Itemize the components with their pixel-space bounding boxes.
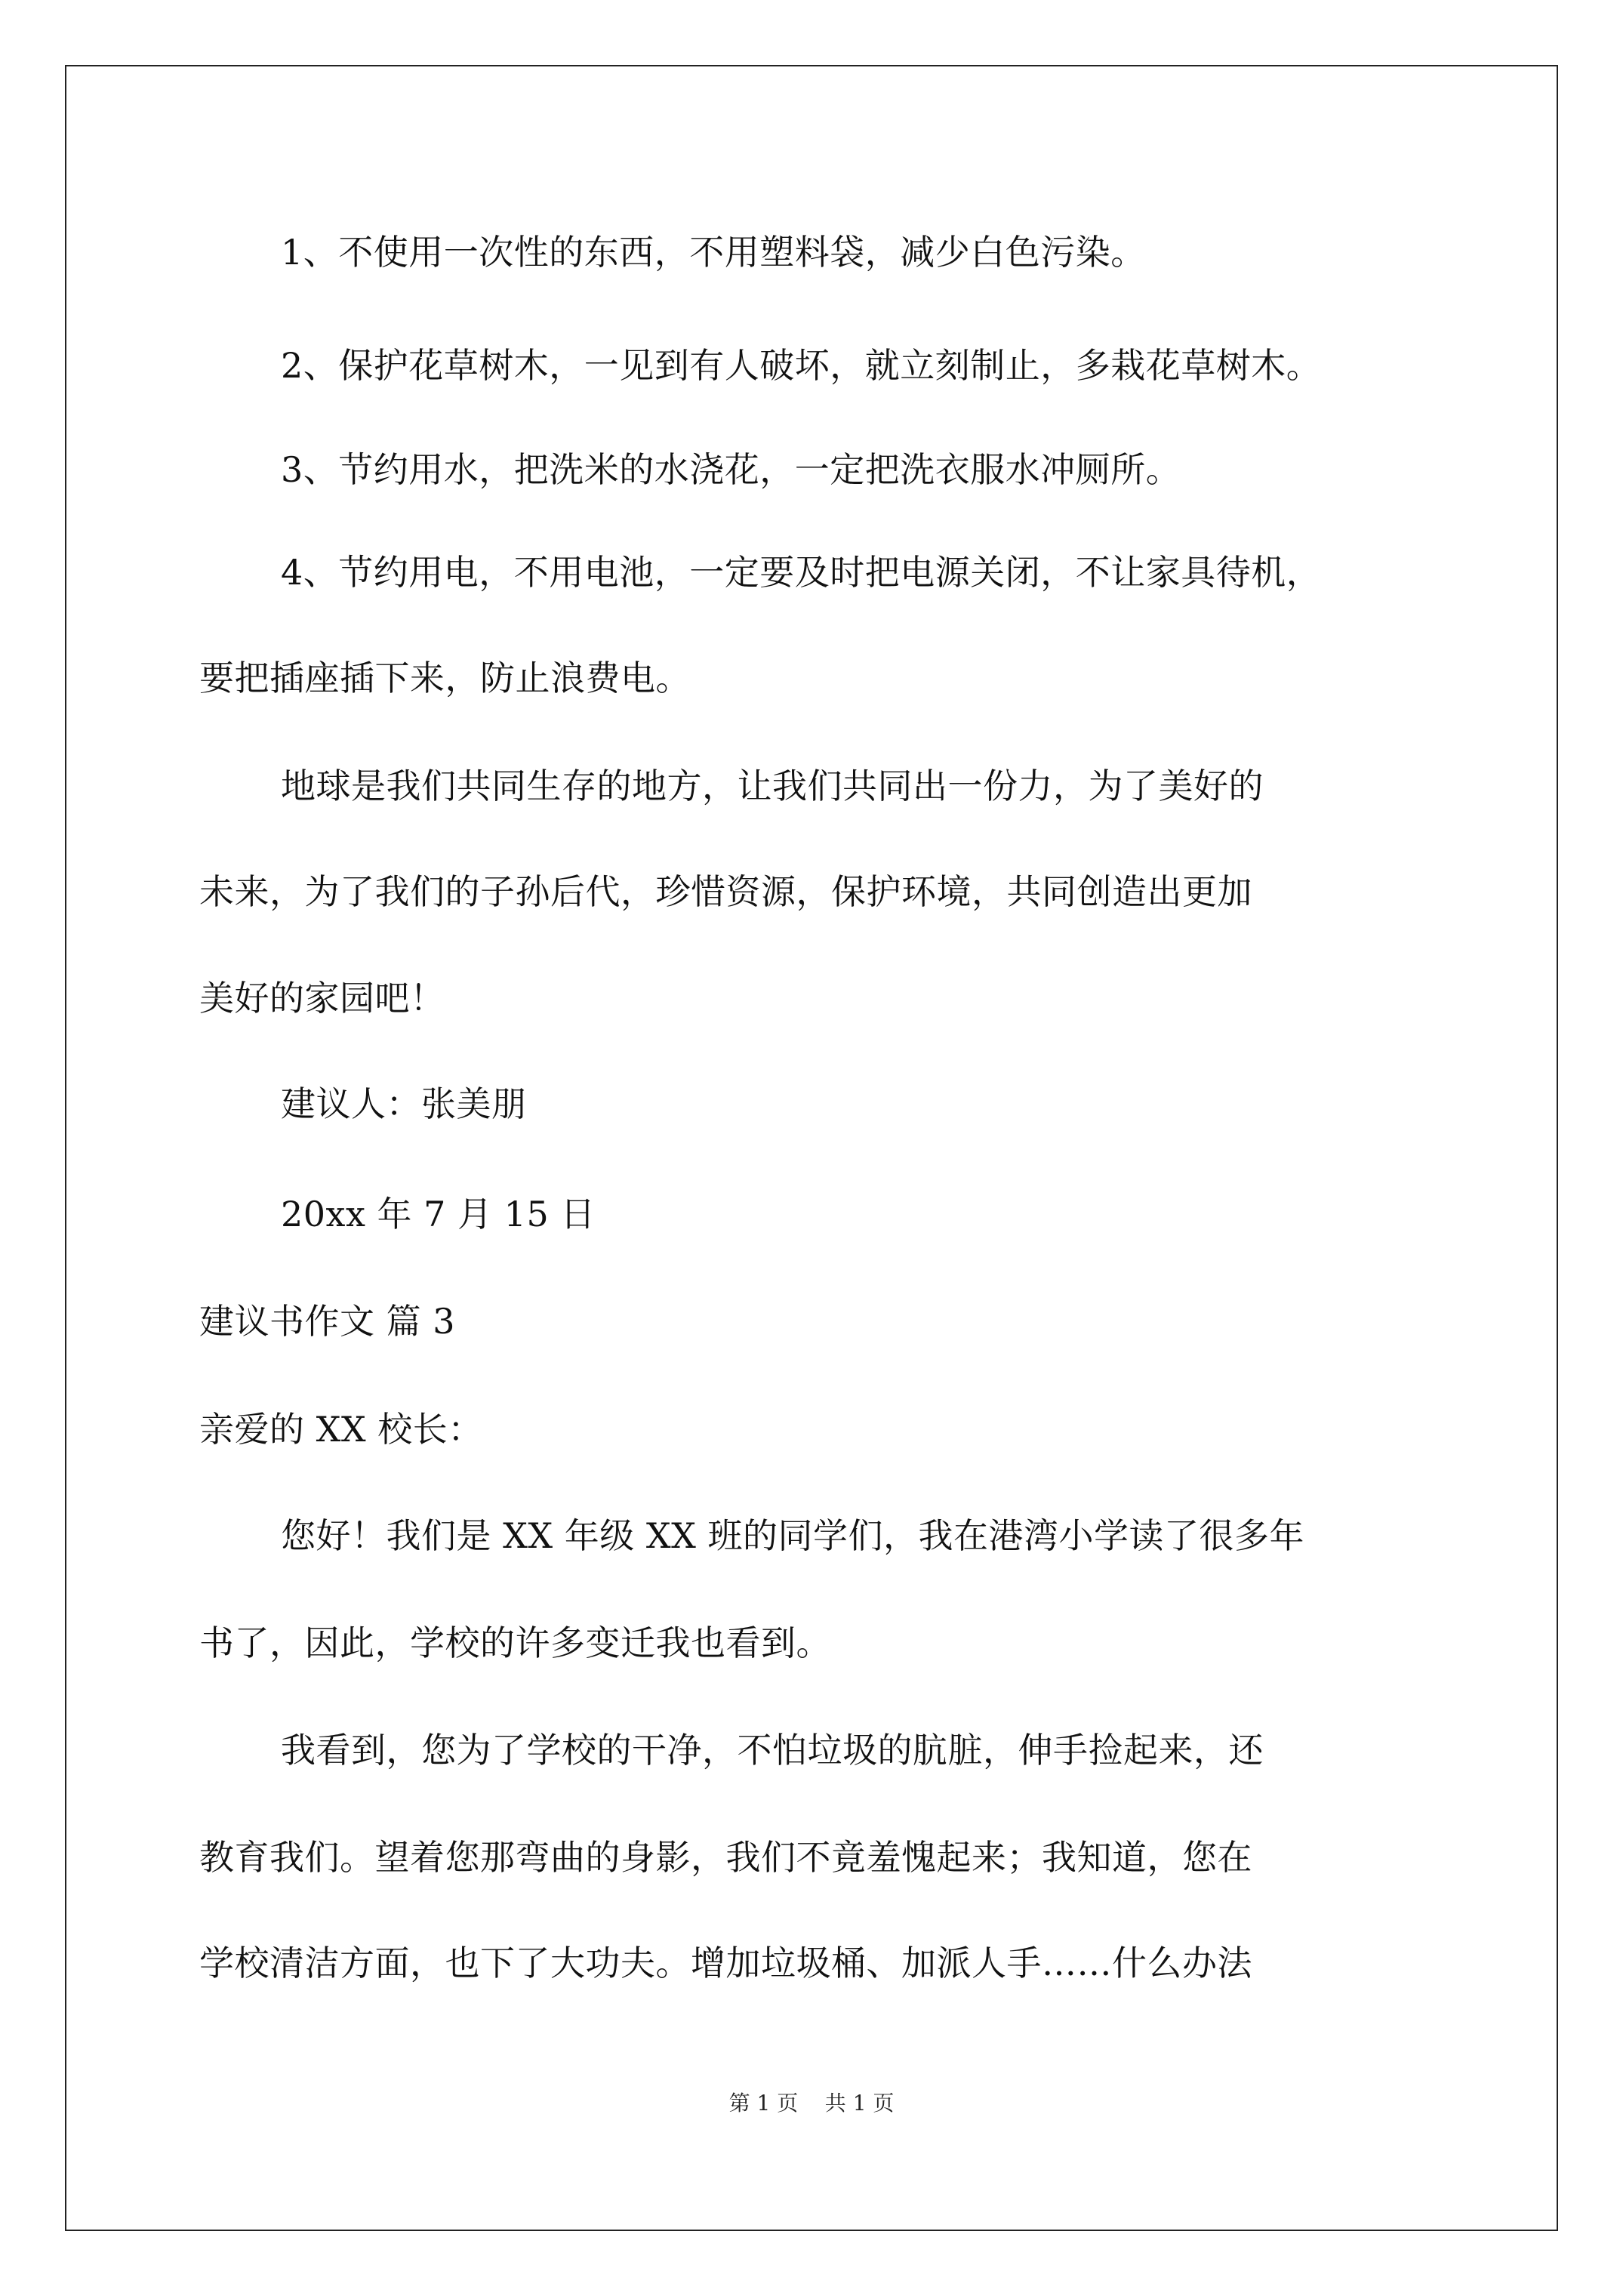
section-heading: 建议书作文 篇 3	[199, 1301, 456, 1342]
paragraph-line: 美好的家园吧！	[199, 978, 445, 1019]
paragraph-line: 我看到，您为了学校的干净，不怕垃圾的肮脏，伸手捡起来，还	[281, 1730, 1264, 1771]
paragraph-line: 地球是我们共同生存的地方，让我们共同出一份力，为了美好的	[281, 766, 1264, 806]
date-line: 20xx 年 7 月 15 日	[281, 1194, 596, 1234]
paragraph-line: 3、节约用水，把洗米的水浇花，一定把洗衣服水冲厕所。	[281, 449, 1181, 490]
paragraph-line: 要把插座插下来，防止浪费电。	[199, 658, 691, 698]
paragraph-line: 书了，因此，学校的许多变迁我也看到。	[199, 1623, 831, 1663]
page-footer: 第 1 页 共 1 页	[728, 2091, 895, 2116]
page-border	[65, 65, 1558, 2231]
paragraph-line: 2、保护花草树木，一见到有人破坏，就立刻制止，多栽花草树木。	[281, 345, 1322, 386]
paragraph-line: 4、节约用电，不用电池，一定要及时把电源关闭，不让家具待机，	[281, 552, 1322, 593]
paragraph-line: 学校清洁方面，也下了大功夫。增加垃圾桶、加派人手……什么办法	[199, 1943, 1252, 1983]
paragraph-line: 1、不使用一次性的东西，不用塑料袋，减少白色污染。	[281, 232, 1146, 273]
salutation-line: 亲爱的 XX 校长：	[199, 1409, 483, 1450]
paragraph-line: 您好！我们是 XX 年级 XX 班的同学们，我在港湾小学读了很多年	[281, 1515, 1304, 1556]
paragraph-line: 未来，为了我们的子孙后代，珍惜资源，保护环境，共同创造出更加	[199, 871, 1252, 912]
signature-line: 建议人：张美朋	[281, 1083, 527, 1124]
paragraph-line: 教育我们。望着您那弯曲的身影，我们不竟羞愧起来；我知道，您在	[199, 1837, 1252, 1878]
